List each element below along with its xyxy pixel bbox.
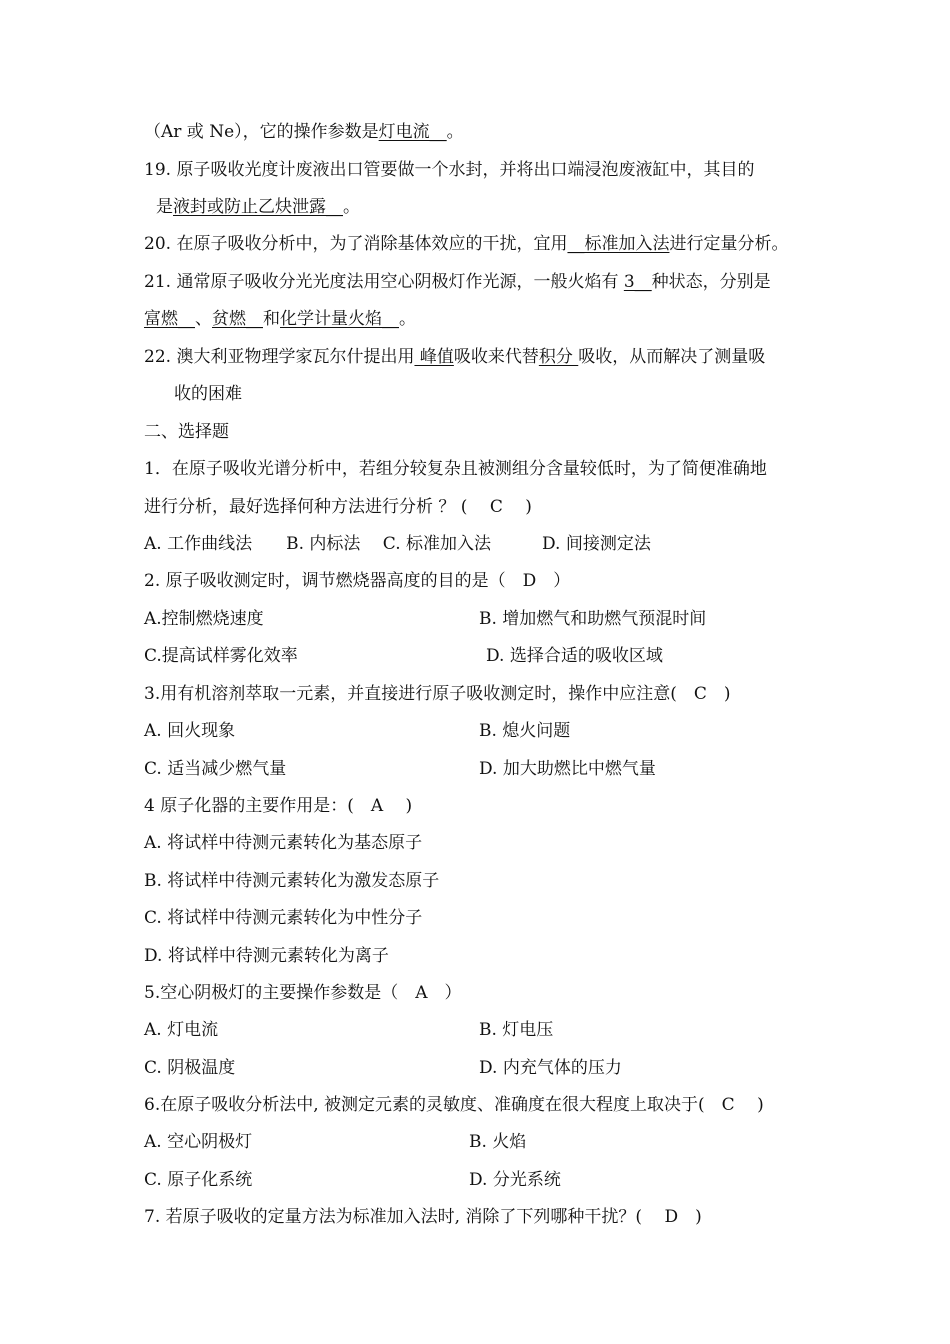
text: 和 [263, 309, 280, 329]
text: 是 [156, 197, 173, 217]
mc-option-6a: A. 空心阴极灯 [144, 1132, 253, 1152]
mc-option-4b: B. 将试样中待测元素转化为激发态原子 [144, 871, 440, 891]
text: 吸收，从而解决了测量吸 [578, 347, 766, 367]
mc-option-2d: D. 选择合适的吸收区域 [486, 646, 663, 666]
mc-question-1: 1．在原子吸收光谱分析中，若组分较复杂且被测组分含量较低时，为了简便准确地 [144, 459, 767, 479]
mc-option-6d: D. 分光系统 [469, 1170, 561, 1190]
question-22-cont [174, 383, 242, 405]
question-21-cont [144, 308, 416, 330]
text: 种状态，分别是 [651, 272, 771, 292]
mc-question-6: 6.在原子吸收分析法中, 被测定元素的灵敏度、准确度在很大程度上取决于( C ) [144, 1095, 764, 1115]
answer-blank: __标准加入法 [567, 234, 670, 254]
mc-question-5: 5.空心阴极灯的主要操作参数是（ A ） [144, 983, 462, 1003]
text: 19. 原子吸收光度计废液出口管要做一个水封，并将出口端浸泡废液缸中，其目的 [144, 160, 755, 180]
mc-option-6b: B. 火焰 [469, 1132, 527, 1152]
mc-option-2c: C.提高试样雾化效率 [144, 646, 298, 666]
text: 22. 澳大利亚物理学家瓦尔什提出用 [144, 347, 415, 367]
answer-blank: 3__ [623, 272, 652, 292]
text: 21. 通常原子吸收分光光度法用空心阴极灯作光源，一般火焰有 [144, 272, 624, 292]
answer-blank: 贫燃__ [212, 309, 263, 329]
fill-line-ar-ne [144, 121, 464, 143]
text: 、 [195, 309, 212, 329]
mc-option-4c: C. 将试样中待测元素转化为中性分子 [144, 908, 423, 928]
answer-blank: 液封或防止乙炔泄露__ [173, 197, 343, 217]
mc-option-3a: A. 回火现象 [144, 721, 236, 741]
mc-question-1-cont: 进行分析，最好选择何种方法进行分析 ？ ( C ) [144, 497, 532, 517]
mc-option-5c: C. 阴极温度 [144, 1058, 236, 1078]
answer-blank: 富燃__ [144, 309, 195, 329]
mc-question-4: 4 原子化器的主要作用是：( A ) [144, 796, 413, 816]
mc-question-3: 3.用有机溶剂萃取一元素，并直接进行原子吸收测定时，操作中应注意( C ) [144, 684, 731, 704]
text: 进行定量分析。 [669, 234, 789, 254]
text: 吸收来代替 [453, 347, 539, 367]
text: 。 [446, 122, 464, 142]
mc-option-3d: D. 加大助燃比中燃气量 [479, 759, 656, 779]
text: （Ar 或 Ne），它的操作参数是 [144, 122, 379, 142]
question-21 [144, 271, 771, 293]
mc-option-3c: C. 适当减少燃气量 [144, 759, 287, 779]
question-20 [144, 233, 788, 255]
section-title: 二、选择题 [144, 422, 229, 442]
mc-option-4a: A. 将试样中待测元素转化为基态原子 [144, 833, 423, 853]
mc-option-4d: D. 将试样中待测元素转化为离子 [144, 946, 389, 966]
mc-option-3b: B. 熄火问题 [479, 721, 571, 741]
question-19-cont [156, 196, 360, 218]
text: 20. 在原子吸收分析中，为了消除基体效应的干扰，宜用 [144, 234, 568, 254]
question-22 [144, 346, 765, 368]
mc-option-2a: A.控制燃烧速度 [144, 609, 264, 629]
answer-blank: 化学计量火焰__ [280, 309, 399, 329]
text: 。 [343, 197, 360, 217]
mc-question-2: 2. 原子吸收测定时，调节燃烧器高度的目的是（ D ） [144, 571, 571, 591]
answer-blank: 积分 [538, 347, 579, 367]
question-19 [144, 159, 754, 181]
answer-blank: 峰值 [414, 347, 454, 367]
mc-option-6c: C. 原子化系统 [144, 1170, 253, 1190]
text: 收的困难 [174, 384, 242, 404]
mc-option-5b: B. 灯电压 [479, 1020, 554, 1040]
text: 。 [399, 309, 416, 329]
mc-option-2b: B. 增加燃气和助燃气预混时间 [479, 609, 707, 629]
mc-option-5a: A. 灯电流 [144, 1020, 219, 1040]
mc-question-7: 7. 若原子吸收的定量方法为标准加入法时, 消除了下列哪种干扰？( D ) [144, 1207, 702, 1227]
mc-option-5d: D. 内充气体的压力 [479, 1058, 622, 1078]
mc-question-1-options: A. 工作曲线法 B. 内标法 C. 标准加入法 D. 间接测定法 [144, 534, 651, 554]
answer-blank: 灯电流__ [378, 122, 447, 142]
